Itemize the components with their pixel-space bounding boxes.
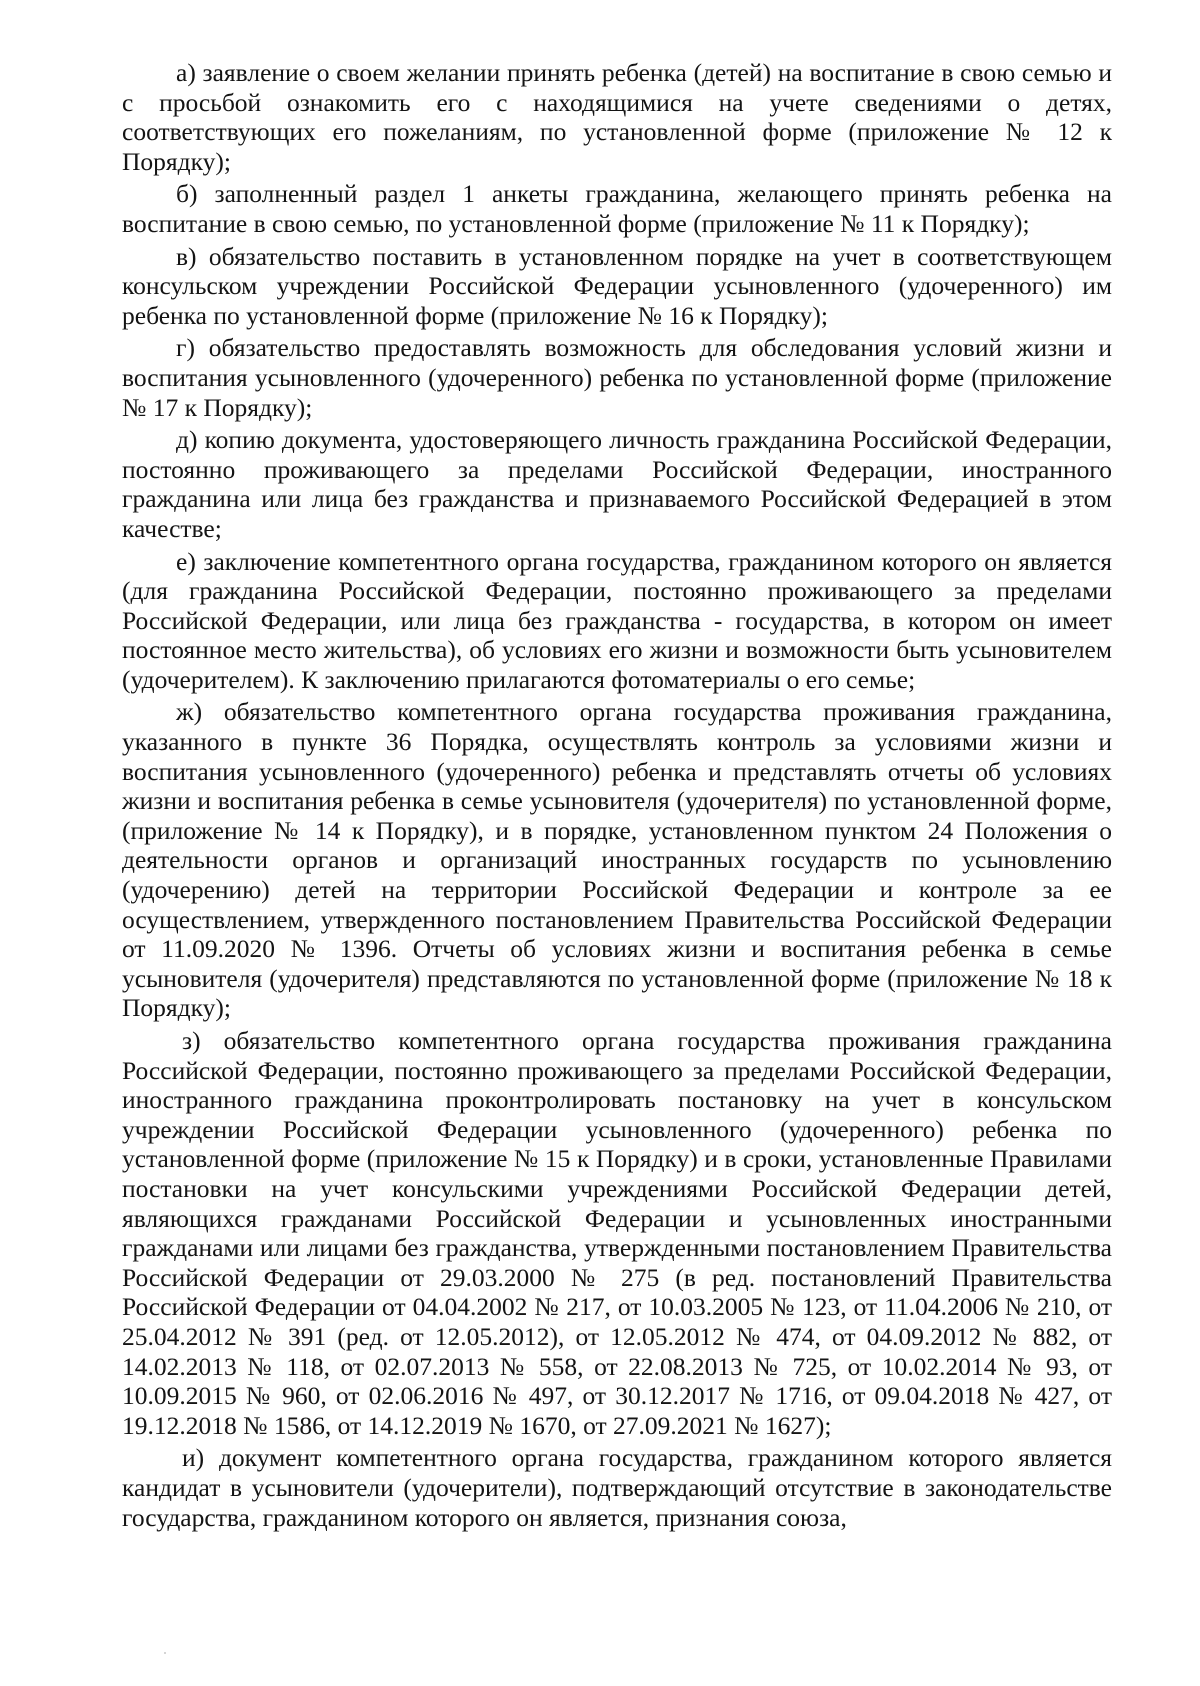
paragraph-v: в) обязательство поставить в установленном порядке на учет в соответствующем консульском учреждении Российской Федерации усыновленного (удочеренного) им ребенка по установленной форме (приложение № 16 к Порядку); bbox=[122, 241, 1112, 330]
paragraph-b: б) заполненный раздел 1 анкеты гражданина, желающего принять ребенка на воспитание в свою семью, по установленной форме (приложение № 11 к Порядку); bbox=[122, 179, 1112, 238]
document-body bbox=[122, 58, 1112, 1535]
paragraph-d: д) копию документа, удостоверяющего личность гражданина Российской Федерации, постоянно проживающего за пределами Российской Федерации, иностранного гражданина или лица без гражданства и признаваемого Российской Федерацией в этом качестве; bbox=[122, 425, 1112, 543]
paragraph-i: и) документ компетентного органа государства, гражданином которого является кандидат в усыновители (удочерители), подтверждающий отсутствие в законодательстве государства, гражданином которого он является, признания союза, bbox=[122, 1443, 1112, 1532]
paragraph-zh: ж) обязательство компетентного органа государства проживания гражданина, указанного в пункте 36 Порядка, осуществлять контроль за условиями жизни и воспитания усыновленного (удочеренного) ребенка и представлять отчеты об условиях жизни и воспитания ребенка в семье усыновителя (удочерителя) по установленной форме, (приложение № 14 к Порядку), и в порядке, установленном пунктом 24 Положения о деятельности органов и организаций иностранных государств по усыновлению (удочерению) детей на территории Российской Федерации и контроле за ее осуществлением, утвержденного постановлением Правительства Российской Федерации от 11.09.2020 № 1396. Отчеты об условиях жизни и воспитания ребенка в семье усыновителя (удочерителя) представляются по установленной форме (приложение № 18 к Порядку); bbox=[122, 697, 1112, 1023]
paragraph-e: е) заключение компетентного органа государства, гражданином которого он является (для гражданина Российской Федерации, постоянно проживающего за пределами Российской Федерации, или лица без гражданства - государства, в котором он имеет постоянное место жительства), об условиях его жизни и возможности быть усыновителем (удочерителем). К заключению прилагаются фотоматериалы о его семье; bbox=[122, 546, 1112, 694]
scan-speck bbox=[164, 1652, 166, 1654]
paragraph-z: з) обязательство компетентного органа государства проживания гражданина Российской Федерации, постоянно проживающего за пределами Российской Федерации, иностранного гражданина проконтролировать постановку на учет в консульском учреждении Российской Федерации усыновленного (удочеренного) ребенка по установленной форме (приложение № 15 к Порядку) и в сроки, установленные Правилами постановки на учет консульскими учреждениями Российской Федерации детей, являющихся гражданами Российской Федерации и усыновленных иностранными гражданами или лицами без гражданства, утвержденными постановлением Правительства Российской Федерации от 29.03.2000 № 275 (в ред. постановлений Правительства Российской Федерации от 04.04.2002 № 217, от 10.03.2005 № 123, от 11.04.2006 № 210, от 25.04.2012 № 391 (ред. от 12.05.2012), от 12.05.2012 № 474, от 04.09.2012 № 882, от 14.02.2013 № 118, от 02.07.2013 № 558, от 22.08.2013 № 725, от 10.02.2014 № 93, от 10.09.2015 № 960, от 02.06.2016 № 497, от 30.12.2017 № 1716, от 09.04.2018 № 427, от 19.12.2018 № 1586, от 14.12.2019 № 1670, от 27.09.2021 № 1627); bbox=[122, 1026, 1112, 1440]
paragraph-g: г) обязательство предоставлять возможность для обследования условий жизни и воспитания усыновленного (удочеренного) ребенка по установленной форме (приложение № 17 к Порядку); bbox=[122, 333, 1112, 422]
paragraph-a: а) заявление о своем желании принять ребенка (детей) на воспитание в свою семью и с просьбой ознакомить его с находящимися на учете сведениями о детях, соответствующих его пожеланиям, по установленной форме (приложение № 12 к Порядку); bbox=[122, 58, 1112, 176]
